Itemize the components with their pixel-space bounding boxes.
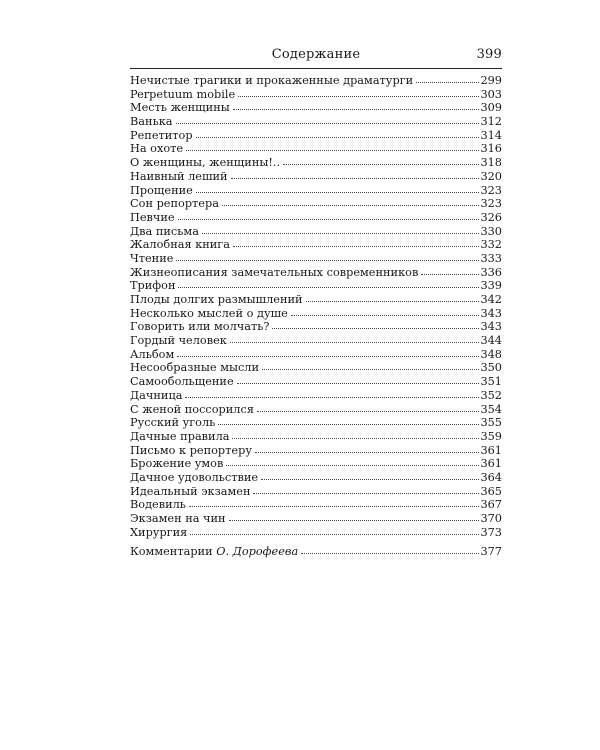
toc-entry [130,293,502,307]
toc-entry-title: Репетитор [130,128,193,142]
toc-entry-title: Ванька [130,115,173,129]
dot-leader [196,191,480,193]
toc-entry [130,471,502,485]
dot-leader [421,273,479,275]
toc-entry-page: 367 [480,498,502,512]
toc-entry [130,238,502,252]
toc-entry [130,361,502,375]
dot-leader [232,437,479,439]
toc-entry-title: Дачное удовольствие [130,470,259,484]
toc-entry-title: С женой поссорился [130,402,254,416]
dot-leader [218,423,479,425]
toc-entry-page: 361 [480,457,502,471]
toc-entry-page: 344 [480,334,502,348]
dot-leader [255,451,479,453]
toc-entry-page: 361 [480,443,502,457]
toc-entry [130,74,502,88]
toc-entry [130,197,502,211]
toc-entry-page: 364 [480,470,502,484]
toc-entry-title: Русский уголь [130,416,216,430]
dot-leader [233,245,479,247]
dot-leader [301,552,479,554]
dot-leader [306,300,480,302]
running-head [130,47,502,63]
toc-entry-title: Трифон [130,279,176,293]
toc-entry-page: 373 [480,525,502,539]
toc-entry-title: Дачные правила [130,429,230,443]
toc-entry [130,156,502,170]
toc-entry-title: Певчие [130,210,175,224]
toc-entry [130,252,502,266]
commentary-author: О. Дорофеева [216,545,299,559]
toc-entry [130,375,502,389]
toc-entry-title: Говорить или молчать? [130,320,270,334]
toc-entry [130,170,502,184]
toc-entry [130,512,502,526]
dot-leader [233,108,480,110]
toc-entry-title: Хирургия [130,525,188,539]
toc-entry-page: 343 [480,320,502,334]
header-rule [130,68,502,69]
toc-entry-title: Месть женщины [130,101,230,115]
commentary-label: Комментарии [130,545,213,559]
dot-leader [190,533,479,535]
dot-leader [176,122,480,124]
toc-entry-page: 365 [480,484,502,498]
dot-leader [238,95,479,97]
toc-entry-page: 330 [480,224,502,238]
page-content [130,47,502,559]
toc-entry-title: Идеальный экзамен [130,484,251,498]
toc-entry-page: 312 [480,115,502,129]
dot-leader [272,327,479,329]
toc-entry [130,115,502,129]
toc-entry-title: О женщины, женщины!.. [130,156,281,170]
toc-entry-title: Наивный леший [130,169,228,183]
toc-entry [130,416,502,430]
dot-leader [176,259,479,261]
dot-leader [226,464,479,466]
toc-entry-title: Два письма [130,224,199,238]
toc-entry-page: 314 [480,128,502,142]
toc-entry-page: 303 [480,87,502,101]
toc-entry [130,129,502,143]
toc-entry-page: 350 [480,361,502,375]
toc-entry-page: 323 [480,183,502,197]
toc-entry-page: 359 [480,429,502,443]
dot-leader [253,492,479,494]
toc-entry [130,430,502,444]
page-title: Содержание [271,47,361,62]
toc-entry-page: 318 [480,156,502,170]
toc-entry-page: 370 [480,512,502,525]
dot-leader [202,232,480,234]
toc-entry-title: Гордый человек [130,334,227,348]
toc-entry [130,444,502,458]
toc-entry-page: 326 [480,210,502,224]
toc-entry-page: 336 [480,265,502,279]
toc-entry-title: Водевиль [130,498,186,512]
toc-entry-title [130,545,298,559]
toc-entry-page: 377 [480,545,502,559]
toc-entry [130,403,502,417]
toc-entry [130,389,502,403]
dot-leader [186,149,479,151]
dot-leader [178,218,480,220]
dot-leader [230,341,480,343]
toc-entry-page: 323 [480,197,502,211]
toc-entry-title: Жалобная книга [130,238,230,252]
table-of-contents [130,74,502,539]
toc-entry-commentary [130,545,502,559]
toc-entry-title: Плоды долгих размышлений [130,293,303,306]
toc-entry-page: 316 [480,142,502,156]
toc-entry [130,184,502,198]
toc-entry-page: 352 [480,388,502,402]
toc-entry-title: Дачница [130,388,183,402]
toc-entry-title: На охоте [130,142,184,156]
toc-entry [130,526,502,540]
dot-leader [416,81,479,83]
toc-entry-page: 299 [480,74,502,87]
toc-entry-page: 333 [480,251,502,265]
dot-leader [185,396,479,398]
dot-leader [177,355,479,357]
toc-entry-title: Сон репортера [130,197,219,211]
toc-entry [130,498,502,512]
toc-entry-page: 354 [480,402,502,416]
toc-entry-page: 309 [480,101,502,115]
toc-entry-page: 355 [480,416,502,430]
toc-entry [130,307,502,321]
dot-leader [257,410,479,412]
dot-leader [196,136,480,138]
dot-leader [283,163,479,165]
toc-entry [130,142,502,156]
toc-entry-title: Письмо к репортеру [130,443,252,457]
toc-entry-title: Несообразные мысли [130,361,260,375]
dot-leader [231,177,480,179]
toc-entry-title: Нечистые трагики и прокаженные драматурги [130,74,414,87]
toc-entry [130,266,502,280]
toc-entry-title: Брожение умов [130,457,224,471]
toc-entry-page: 343 [480,306,502,320]
dot-leader [222,204,479,206]
dot-leader [237,382,480,384]
dot-leader [261,478,479,480]
dot-leader [178,286,479,288]
toc-entry-title: Несколько мыслей о душе [130,306,288,320]
page-number: 399 [476,47,502,62]
toc-entry-page: 342 [480,293,502,306]
toc-entry [130,485,502,499]
toc-entry-title: Жизнеописания замечательных современников [130,265,419,279]
toc-entry-title: Экзамен на чин [130,512,226,525]
toc-entry [130,101,502,115]
toc-entry [130,320,502,334]
toc-entry-page: 320 [480,169,502,183]
toc-entry-page: 348 [480,347,502,361]
toc-entry [130,225,502,239]
toc-entry-page: 332 [480,238,502,252]
toc-entry [130,279,502,293]
toc-entry [130,334,502,348]
toc-entry-title: Perpetuum mobile [130,87,236,101]
dot-leader [262,368,479,370]
toc-entry-title: Чтение [130,251,174,265]
toc-entry-title: Самообольщение [130,375,234,389]
toc-entry [130,211,502,225]
toc-entry [130,348,502,362]
toc-entry-title: Альбом [130,347,175,361]
toc-entry [130,457,502,471]
toc-entry-title: Прощение [130,183,193,197]
dot-leader [189,505,479,507]
toc-entry-page: 351 [480,375,502,389]
toc-entry-page: 339 [480,279,502,293]
dot-leader [291,314,480,316]
toc-entry [130,88,502,102]
dot-leader [229,519,480,521]
